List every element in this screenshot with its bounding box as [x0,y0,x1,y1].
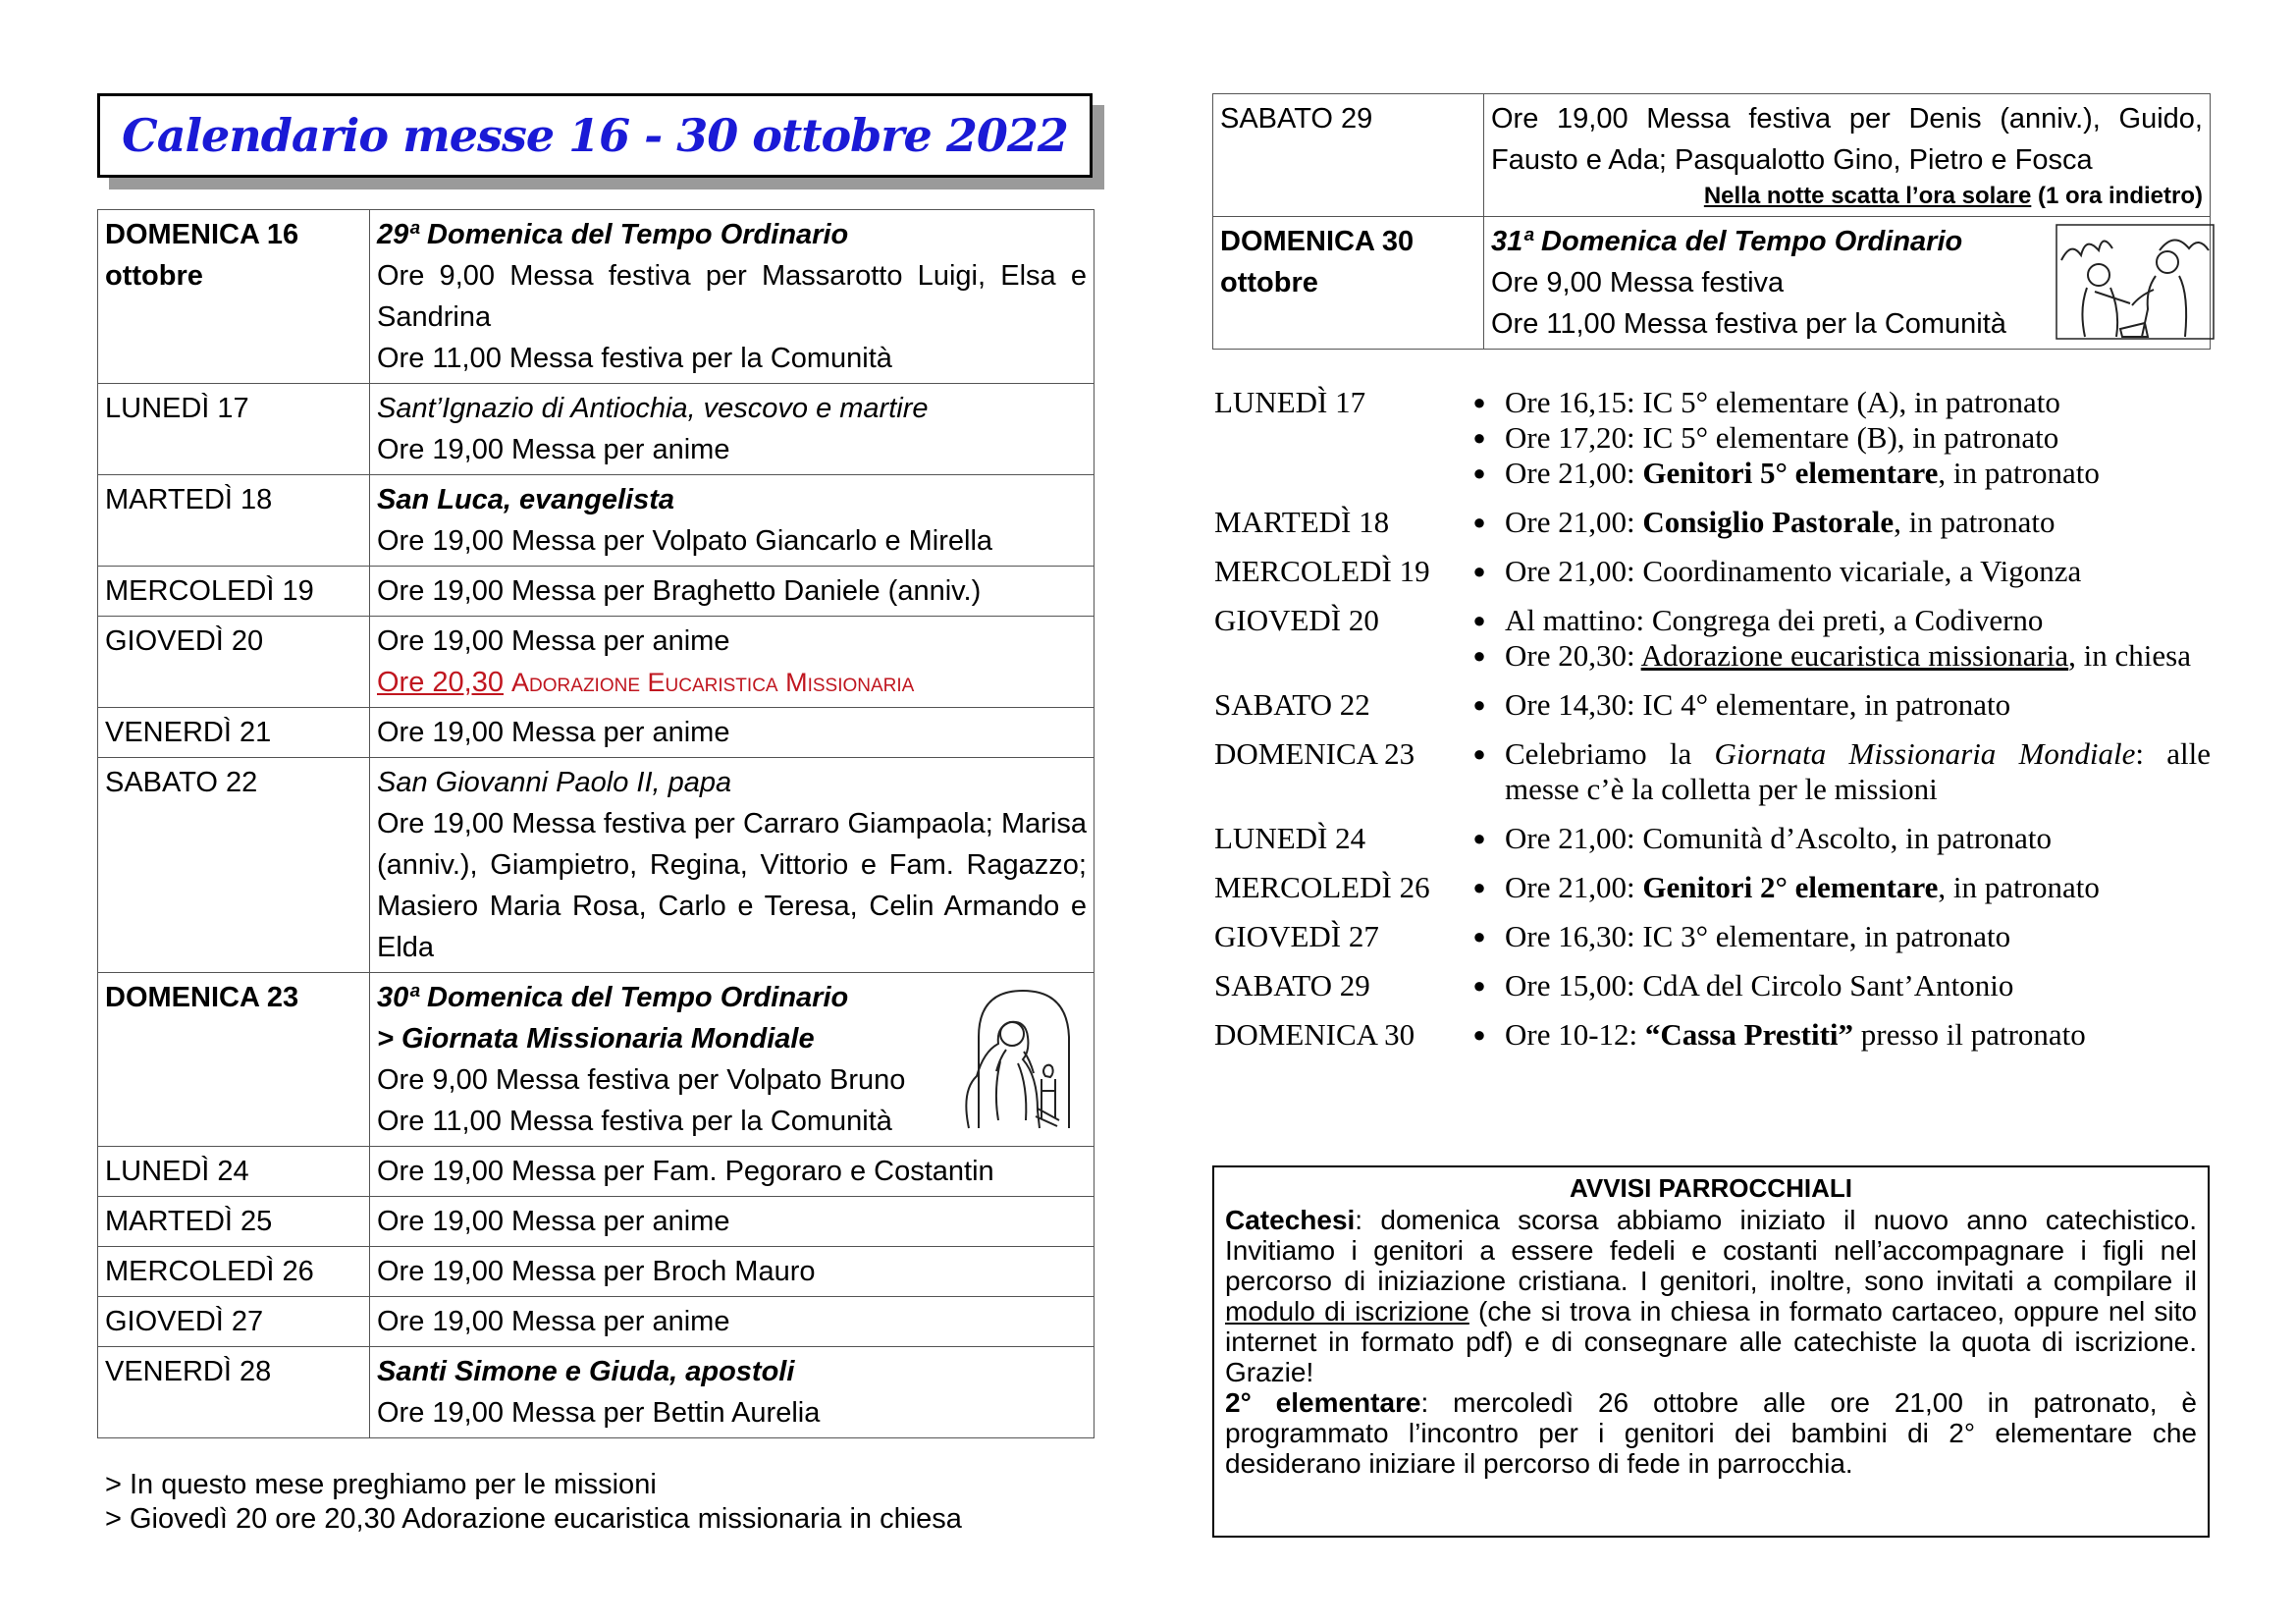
activity-text: Ore 10-12: “Cassa Prestiti” presso il patronato [1505,1017,2086,1052]
weekly-activities [1214,385,2211,1066]
list-item [1214,385,2211,491]
time-change-note-rest: (1 ora indietro) [2031,183,2203,209]
activity-day: GIOVEDÌ 27 [1214,919,1379,953]
content-cell [370,1297,1095,1347]
saint-subheading: San Giovanni Paolo II, papa [377,767,732,798]
note-line: > In questo mese preghiamo per le missioni [105,1469,657,1500]
bullet-icon: ● [1472,692,1486,717]
activity-day: GIOVEDÌ 20 [1214,603,1379,637]
content-cell [1484,217,2211,350]
list-item [1214,505,2211,540]
activity-day: MERCOLEDÌ 19 [1214,554,1430,588]
mass-line: Ore 19,00 Messa per Broch Mauro [377,1256,816,1287]
table-row [1213,94,2211,217]
bullet-icon: ● [1472,875,1486,899]
mass-line: Ore 9,00 Messa festiva per Volpato Bruno [377,1064,906,1096]
bullet-icon: ● [1472,608,1486,632]
bullet-icon: ● [1472,510,1486,534]
title-box [97,93,1093,178]
activity-day: MERCOLEDÌ 26 [1214,870,1430,904]
catechesis-paragraph: Catechesi: domenica scorsa abbiamo iniziato il nuovo anno catechistico. Invitiamo i genitori a essere fedeli e costanti nell’accompagnare i figli nel percorso di iniziazione cristiana. I genitori, inoltre, sono invitati a compilare il modulo di iscrizione (che si trova in chiesa in formato cartaceo, oppure nel sito internet in formato pdf) e di consegnare alle catechiste la quota di iscrizione. Grazie! [1225,1205,2197,1387]
registration-form-link: modulo di iscrizione [1225,1296,1469,1326]
activity-day: DOMENICA 30 [1214,1017,1415,1052]
day-cell: VENERDÌ 21 [98,708,370,758]
day-cell: SABATO 22 [98,758,370,973]
table-row [98,1147,1095,1197]
time-change-note-main: Nella notte scatta l’ora solare [1703,183,2032,209]
day-cell: SABATO 29 [1213,94,1484,217]
activity-text: Ore 20,30: Adorazione eucaristica missionaria, in chiesa [1505,638,2191,673]
day-cell: DOMENICA 23 [98,973,370,1147]
mass-line: Ore 19,00 Messa per Volpato Giancarlo e Mirella [377,525,993,557]
mass-line: Ore 11,00 Messa festiva per la Comunità [1491,308,2006,340]
activity-text: Ore 16,30: IC 3° elementare, in patronato [1505,919,2011,953]
day-cell: GIOVEDÌ 20 [98,617,370,708]
mass-line: Ore 11,00 Messa festiva per la Comunità [377,343,892,374]
gospel-illustration-icon [2052,221,2218,343]
list-item [1214,687,2211,723]
mass-line: Ore 19,00 Messa festiva per Carraro Giampaola; Marisa (anniv.), Giampietro, Regina, Vittorio e Fam. Ragazzo; Masiero Maria Rosa, Carlo e Teresa, Celin Armando e Elda [377,808,1087,963]
day-cell: VENERDÌ 28 [98,1347,370,1438]
content-cell [370,617,1095,708]
day-cell: LUNEDÌ 24 [98,1147,370,1197]
mass-line: Ore 9,00 Messa festiva per Massarotto Luigi, Elsa e Sandrina [377,260,1087,333]
activity-day: LUNEDÌ 24 [1214,821,1366,855]
saint-subheading: Sant’Ignazio di Antiochia, vescovo e martire [377,393,929,424]
adoration-title: Adorazione Eucaristica Missionaria [511,668,915,697]
second-grade-paragraph: 2° elementare: mercoledì 26 ottobre alle ore 21,00 in patronato, è programmato l’incontro per i genitori dei bambini di 2° elementare che desiderano iniziare il percorso di fede in parrocchia. [1225,1387,2197,1479]
bullet-icon: ● [1472,460,1486,485]
footer-notes [105,1468,962,1537]
mass-line: Ore 19,00 Messa per Bettin Aurelia [377,1397,821,1429]
note-line: > Giovedì 20 ore 20,30 Adorazione eucaristica missionaria in chiesa [105,1503,962,1535]
content-cell [370,210,1095,384]
list-item [1214,736,2211,807]
list-item [1214,554,2211,589]
mass-line: Ore 19,00 Messa per anime [377,1306,730,1337]
table-row [98,758,1095,973]
activity-day: MARTEDÌ 18 [1214,505,1390,539]
bullet-icon: ● [1472,643,1486,668]
bullet-icon: ● [1472,924,1486,948]
adoration-time: Ore 20,30 [377,667,504,698]
liturgy-heading: Santi Simone e Giuda, apostoli [377,1356,795,1387]
activity-text: Ore 15,00: CdA del Circolo Sant’Antonio [1505,968,2014,1002]
activity-day: SABATO 22 [1214,687,1370,722]
mass-line: Ore 19,00 Messa per anime [377,625,730,657]
gospel-illustration-icon [939,983,1087,1130]
content-cell [370,1247,1095,1297]
table-row [98,567,1095,617]
table-row [98,384,1095,475]
bullet-icon: ● [1472,1022,1486,1047]
mass-line: Ore 9,00 Messa festiva [1491,267,1785,298]
content-cell [370,1197,1095,1247]
liturgy-heading: 31ª Domenica del Tempo Ordinario [1491,226,1963,257]
table-row [98,475,1095,567]
list-item [1214,919,2211,954]
liturgy-heading: 30ª Domenica del Tempo Ordinario [377,982,849,1013]
activity-text: Ore 16,15: IC 5° elementare (A), in patronato [1505,385,2060,419]
activity-text: Ore 21,00: Comunità d’Ascolto, in patronato [1505,821,2053,855]
content-cell [370,384,1095,475]
content-cell [370,475,1095,567]
activity-text: Ore 21,00: Genitori 2° elementare, in patronato [1505,870,2100,904]
table-row [98,1197,1095,1247]
day-cell: GIOVEDÌ 27 [98,1297,370,1347]
table-row [98,973,1095,1147]
list-item [1214,821,2211,856]
list-item [1214,870,2211,905]
activity-text: Ore 21,00: Genitori 5° elementare, in patronato [1505,456,2100,490]
mass-line: Ore 19,00 Messa per anime [377,717,730,748]
day-cell: DOMENICA 30 ottobre [1213,217,1484,350]
day-cell: MERCOLEDÌ 26 [98,1247,370,1297]
mass-line: Ore 19,00 Messa per Braghetto Daniele (anniv.) [377,575,982,607]
adoration-line [377,662,1087,703]
day-cell: MERCOLEDÌ 19 [98,567,370,617]
table-row [98,1297,1095,1347]
time-change-note [1491,181,2203,212]
list-item [1214,968,2211,1003]
mass-line: Ore 19,00 Messa per anime [377,434,730,465]
mass-line: Ore 19,00 Messa per anime [377,1206,730,1237]
content-cell [370,567,1095,617]
activity-day: DOMENICA 23 [1214,736,1415,771]
bullet-icon: ● [1472,559,1486,583]
day-cell: MARTEDÌ 25 [98,1197,370,1247]
content-cell [370,973,1095,1147]
activity-text: Celebriamo la Giornata Missionaria Mondiale: alle messe c’è la colletta per le missioni [1505,736,2211,806]
activity-day: LUNEDÌ 17 [1214,385,1366,419]
notices-title: AVVISI PARROCCHIALI [1570,1173,1852,1203]
mass-line: Ore 19,00 Messa per Fam. Pegoraro e Costantin [377,1156,994,1187]
mass-calendar-table-continued [1212,93,2211,350]
list-item [1214,1017,2211,1053]
activity-text: Ore 14,30: IC 4° elementare, in patronato [1505,687,2011,722]
activity-text: Ore 21,00: Consiglio Pastorale, in patronato [1505,505,2056,539]
page-title: Calendario messe 16 - 30 ottobre 2022 [122,109,1068,162]
content-cell [370,1347,1095,1438]
activity-text: Ore 17,20: IC 5° elementare (B), in patronato [1505,420,2059,455]
list-item [1214,603,2211,674]
mass-line: Ore 11,00 Messa festiva per la Comunità [377,1106,892,1137]
table-row [98,1347,1095,1438]
table-row [98,617,1095,708]
table-row [1213,217,2211,350]
liturgy-heading: San Luca, evangelista [377,484,675,515]
day-cell: MARTEDÌ 18 [98,475,370,567]
bullet-icon: ● [1472,390,1486,414]
liturgy-heading-2: > Giornata Missionaria Mondiale [377,1023,815,1055]
table-row [98,210,1095,384]
content-cell [1484,94,2211,217]
activity-day: SABATO 29 [1214,968,1370,1002]
activity-text: Al mattino: Congrega dei preti, a Codiverno [1505,603,2044,637]
content-cell [370,758,1095,973]
bullet-icon: ● [1472,741,1486,766]
mass-calendar-table [97,209,1095,1438]
table-row [98,708,1095,758]
content-cell [370,708,1095,758]
content-cell [370,1147,1095,1197]
parish-notices-box [1212,1165,2210,1538]
bullet-icon: ● [1472,425,1486,450]
bullet-icon: ● [1472,973,1486,998]
mass-line: Ore 19,00 Messa festiva per Denis (anniv.), Guido, Fausto e Ada; Pasqualotto Gino, Pietro e Fosca [1491,103,2203,176]
activity-text: Ore 21,00: Coordinamento vicariale, a Vigonza [1505,554,2082,588]
bullet-icon: ● [1472,826,1486,850]
table-row [98,1247,1095,1297]
day-cell: DOMENICA 16 ottobre [98,210,370,384]
day-cell: LUNEDÌ 17 [98,384,370,475]
liturgy-heading: 29ª Domenica del Tempo Ordinario [377,219,849,250]
